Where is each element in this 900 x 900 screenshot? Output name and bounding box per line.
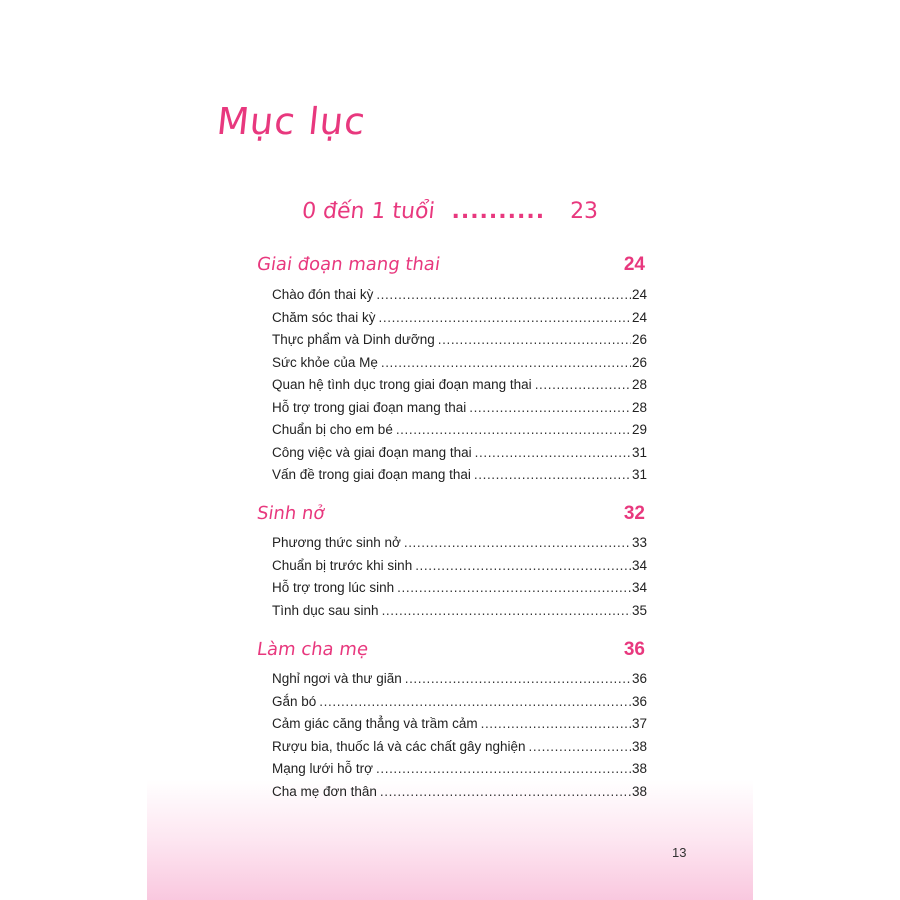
section-entries-sinh-no xyxy=(272,532,647,622)
entry-label: Cha mẹ đơn thân xyxy=(272,783,377,799)
toc-entry xyxy=(272,736,647,759)
dot-leader xyxy=(481,713,631,736)
entry-label: Sức khỏe của Mẹ xyxy=(272,354,378,370)
entry-page: 26 xyxy=(631,354,647,370)
dot-leader xyxy=(396,419,631,442)
section-title: Sinh nở xyxy=(255,503,326,524)
entry-label: Vấn đề trong giai đoạn mang thai xyxy=(272,467,471,482)
entry-page: 34 xyxy=(631,580,647,595)
entry-label: Quan hệ tình dục trong giai đoạn mang thai xyxy=(272,377,532,392)
entry-label: Gắn bó xyxy=(272,693,317,709)
toc-entry xyxy=(272,284,647,307)
entry-page: 38 xyxy=(631,738,647,754)
entry-label: Tình dục sau sinh xyxy=(272,602,379,618)
entry-label: Phương thức sinh nở xyxy=(272,535,401,550)
toc-entry xyxy=(272,555,647,578)
dot-leader xyxy=(376,284,631,307)
dot-leader xyxy=(397,577,631,600)
part-title: 0 đến 1 tuổi xyxy=(300,199,436,224)
toc-entry xyxy=(272,397,647,420)
dot-leader xyxy=(469,397,631,420)
dot-leader xyxy=(475,442,631,465)
section-heading-sinh-no xyxy=(257,499,645,529)
entry-label: Thực phẩm và Dinh dưỡng xyxy=(272,332,435,347)
part-dots: .......... xyxy=(451,199,546,224)
dot-leader xyxy=(319,691,631,714)
toc-entry xyxy=(272,352,647,375)
entry-page: 34 xyxy=(631,557,647,573)
entry-page: 36 xyxy=(631,693,647,709)
toc-entry xyxy=(272,307,647,330)
dot-leader xyxy=(376,758,631,781)
entry-page: 31 xyxy=(631,467,647,482)
entry-label: Chào đón thai kỳ xyxy=(272,287,374,302)
book-page xyxy=(147,0,753,900)
entry-label: Rượu bia, thuốc lá và các chất gây nghiện xyxy=(272,738,526,754)
section-page-number: 24 xyxy=(623,254,645,275)
toc-entry xyxy=(272,577,647,600)
dot-leader xyxy=(379,307,631,330)
section-heading-lam-cha-me xyxy=(257,635,645,665)
toc-entry xyxy=(272,781,647,804)
toc-entry xyxy=(272,532,647,555)
entry-label: Cảm giác căng thẳng và trầm cảm xyxy=(272,716,478,731)
dot-leader xyxy=(415,555,631,578)
section-page-number: 36 xyxy=(623,639,645,660)
entry-page: 24 xyxy=(631,287,647,302)
entry-page: 28 xyxy=(631,377,647,392)
entry-page: 38 xyxy=(631,783,647,799)
entry-page: 36 xyxy=(631,671,647,686)
part-heading xyxy=(147,196,753,228)
entry-page: 26 xyxy=(631,332,647,347)
entry-page: 37 xyxy=(631,716,647,731)
part-page-number: 23 xyxy=(570,199,599,224)
page-number: 13 xyxy=(672,845,687,860)
dot-leader xyxy=(404,532,631,555)
entry-label: Chăm sóc thai kỳ xyxy=(272,309,376,325)
toc-entry xyxy=(272,668,647,691)
section-title: Làm cha mẹ xyxy=(255,639,370,660)
entry-page: 31 xyxy=(631,444,647,460)
section-entries-giai-doan-mang-thai xyxy=(272,284,647,487)
entry-page: 28 xyxy=(631,399,647,415)
dot-leader xyxy=(382,600,631,623)
page-title: Mục lục xyxy=(214,100,368,143)
entry-page: 35 xyxy=(631,602,647,618)
dot-leader xyxy=(380,781,631,804)
entry-label: Hỗ trợ trong giai đoạn mang thai xyxy=(272,399,467,415)
entry-label: Mạng lưới hỗ trợ xyxy=(272,761,374,776)
entry-label: Nghỉ ngơi và thư giãn xyxy=(272,671,402,686)
entry-label: Công việc và giai đoạn mang thai xyxy=(272,444,472,460)
dot-leader xyxy=(535,374,631,397)
toc-entry xyxy=(272,442,647,465)
toc-entry xyxy=(272,600,647,623)
toc-entry xyxy=(272,464,647,487)
entry-page: 29 xyxy=(631,422,647,437)
dot-leader xyxy=(474,464,631,487)
section-heading-giai-doan-mang-thai xyxy=(257,250,645,280)
section-page-number: 32 xyxy=(623,503,645,524)
toc-entry xyxy=(272,329,647,352)
toc-entry xyxy=(272,758,647,781)
entry-page: 38 xyxy=(631,761,647,776)
toc-entry xyxy=(272,374,647,397)
dot-leader xyxy=(381,352,631,375)
entry-page: 33 xyxy=(631,535,647,550)
dot-leader xyxy=(529,736,631,759)
dot-leader xyxy=(438,329,631,352)
dot-leader xyxy=(405,668,631,691)
section-entries-lam-cha-me xyxy=(272,668,647,803)
toc-entry xyxy=(272,713,647,736)
entry-page: 24 xyxy=(631,309,647,325)
entry-label: Hỗ trợ trong lúc sinh xyxy=(272,580,395,595)
entry-label: Chuẩn bị cho em bé xyxy=(272,422,393,437)
entry-label: Chuẩn bị trước khi sinh xyxy=(272,557,413,573)
toc-entry xyxy=(272,419,647,442)
section-title: Giai đoạn mang thai xyxy=(255,254,442,275)
toc-entry xyxy=(272,691,647,714)
